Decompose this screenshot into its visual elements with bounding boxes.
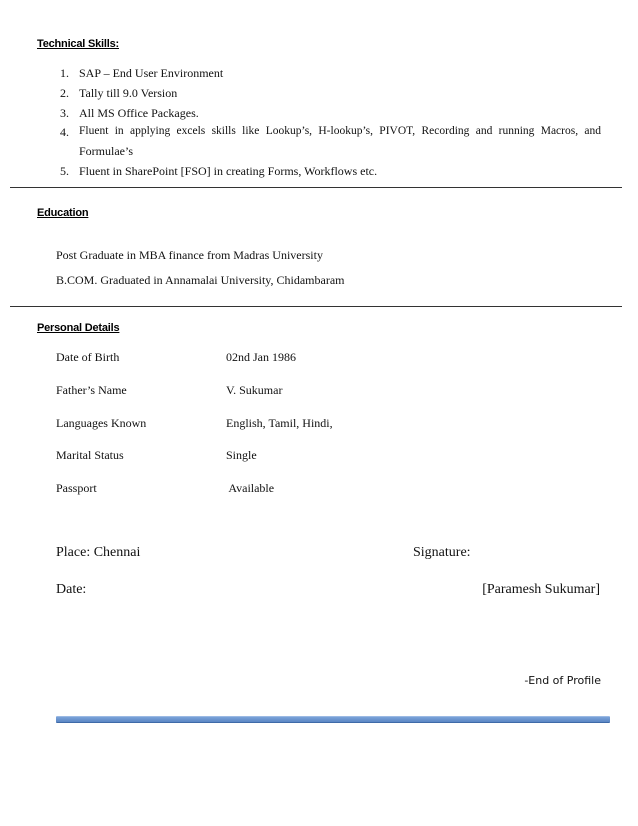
section-divider xyxy=(10,187,622,188)
detail-label: Date of Birth xyxy=(56,350,120,364)
place-text: Place: Chennai xyxy=(56,545,141,560)
personal-details-heading: Personal Details xyxy=(37,322,120,334)
list-item-number: 5. xyxy=(60,164,69,178)
detail-value: Single xyxy=(226,448,257,462)
list-item-text: All MS Office Packages. xyxy=(79,106,199,120)
list-item-text: SAP – End User Environment xyxy=(79,66,224,80)
list-item-number: 4. xyxy=(60,125,69,139)
list-item-text: Tally till 9.0 Version xyxy=(79,86,178,100)
list-item-number: 3. xyxy=(60,106,69,120)
detail-label: Marital Status xyxy=(56,448,124,462)
section-divider xyxy=(10,306,622,307)
list-item-number: 2. xyxy=(60,86,69,100)
detail-label: Father’s Name xyxy=(56,383,127,397)
list-item-text: Formulae’s xyxy=(79,144,133,158)
detail-value: Available xyxy=(226,481,275,495)
detail-value: 02nd Jan 1986 xyxy=(226,350,296,364)
list-item-number: 1. xyxy=(60,66,69,80)
signature-label: Signature: xyxy=(413,545,471,560)
detail-value: V. Sukumar xyxy=(226,383,283,397)
detail-value: English, Tamil, Hindi, xyxy=(226,416,333,430)
list-item-text: Fluent in applying excels skills like Lookup’s, H-lookup’s, PIVOT, Recording and running Macros, and xyxy=(79,125,601,137)
education-line: Post Graduate in MBA finance from Madras University xyxy=(56,248,323,262)
education-line: B.COM. Graduated in Annamalai University, Chidambaram xyxy=(56,273,345,287)
technical-skills-heading: Technical Skills: xyxy=(37,38,119,50)
signatory-name: [Paramesh Sukumar] xyxy=(482,582,600,597)
end-of-profile-note: -End of Profile xyxy=(524,674,601,687)
detail-label: Passport xyxy=(56,481,97,495)
detail-label: Languages Known xyxy=(56,416,147,430)
date-label: Date: xyxy=(56,582,87,597)
education-heading: Education xyxy=(37,207,89,219)
footer-bar xyxy=(56,716,610,723)
list-item-text: Fluent in SharePoint [FSO] in creating Forms, Workflows etc. xyxy=(79,164,378,178)
